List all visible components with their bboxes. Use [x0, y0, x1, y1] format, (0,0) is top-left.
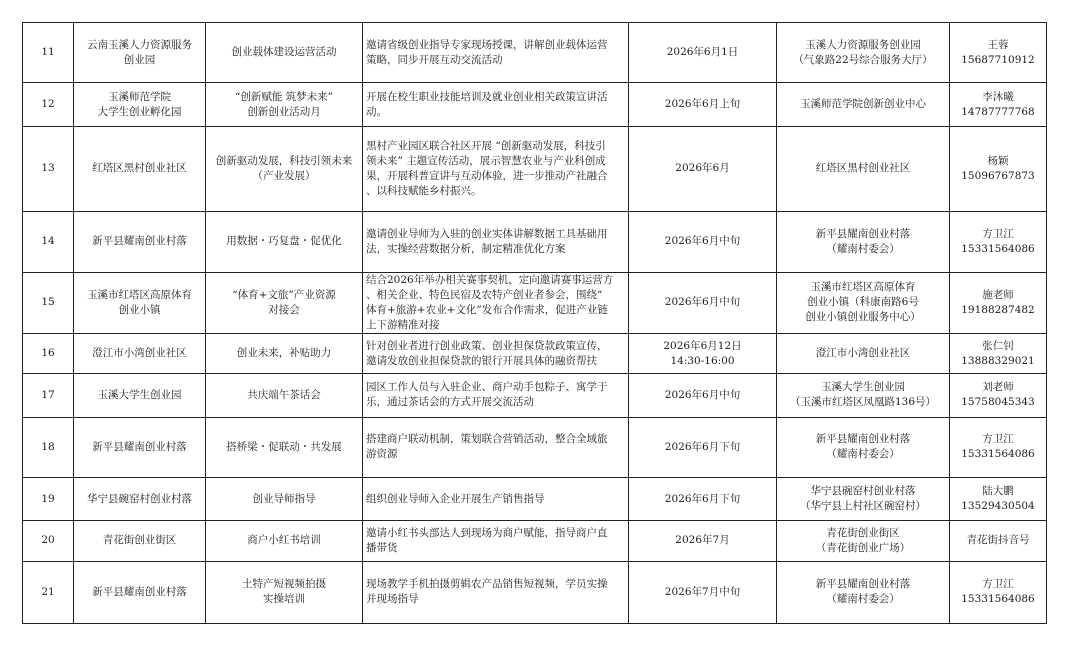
table-row	[23, 83, 1047, 126]
table-row	[23, 212, 1047, 272]
cell-location-line: （华宁县上村社区碗窑村）	[800, 500, 926, 513]
cell-activity-content-line: 播带货	[366, 541, 398, 554]
cell-organization-line: 新平县耀南创业村落	[92, 440, 187, 453]
cell-activity-content	[363, 23, 629, 83]
cell-activity-content-line: 体育+旅游+农业+文化”发布合作需求，促进产业链	[366, 303, 608, 316]
cell-contact	[950, 23, 1047, 83]
cell-contact-line: 方卫江	[982, 578, 1014, 591]
cell-location-line: 创业小镇创业服务中心）	[805, 311, 921, 324]
cell-location-line: 玉溪市红塔区高原体育	[810, 281, 916, 294]
cell-contact-line: 15331564086	[961, 448, 1035, 461]
cell-organization-line: 新平县耀南创业村落	[92, 235, 187, 248]
cell-activity-content-line: 乐，通过茶话会的方式开展交流活动	[366, 396, 534, 409]
table-row	[23, 374, 1047, 417]
cell-activity-name-line: 共庆端午茶话会	[247, 388, 321, 401]
cell-contact-line: 刘老师	[982, 381, 1014, 394]
cell-contact	[950, 212, 1047, 272]
cell-contact-line: 13529430504	[961, 500, 1035, 513]
cell-organization	[74, 561, 206, 623]
cell-contact	[950, 83, 1047, 126]
table-row	[23, 334, 1047, 374]
cell-activity-content-line: 针对创业者进行创业政策、创业担保贷款政策宣传，	[366, 339, 608, 352]
cell-location-line: 创业小镇（科康南路6号	[807, 296, 919, 309]
cell-location	[777, 83, 950, 126]
cell-activity-name-line: 商户小红书培训	[247, 534, 321, 547]
cell-organization-line: 玉溪市红塔区高原体育	[87, 288, 192, 301]
cell-activity-name	[206, 561, 363, 623]
cell-organization	[74, 374, 206, 417]
cell-date	[629, 521, 777, 561]
cell-location-line: （气象路22号综合服务大厅）	[793, 53, 933, 66]
cell-organization-line: 大学生创业孵化园	[97, 105, 182, 118]
cell-number: 13	[23, 126, 74, 212]
cell-location-line: （耀南村委会）	[826, 242, 900, 255]
cell-organization	[74, 212, 206, 272]
cell-organization	[74, 83, 206, 126]
cell-contact	[950, 561, 1047, 623]
cell-contact-line: 15096767873	[961, 169, 1035, 182]
cell-contact	[950, 521, 1047, 561]
cell-location	[777, 272, 950, 333]
cell-activity-content	[363, 126, 629, 212]
cell-contact-line: 青花街抖音号	[966, 534, 1030, 547]
cell-activity-name-line: “体育+文旅”产业资源	[232, 288, 336, 301]
cell-number: 21	[23, 561, 74, 623]
cell-location-line: 澄江市小湾创业社区	[815, 347, 911, 360]
cell-location-line: 玉溪大学生创业园	[821, 381, 905, 394]
cell-activity-name	[206, 521, 363, 561]
cell-contact-line: 李沐曦	[982, 90, 1014, 103]
cell-number: 15	[23, 272, 74, 333]
cell-number: 12	[23, 83, 74, 126]
cell-activity-content-line: 游资源	[366, 448, 398, 461]
cell-location-line: 红塔区黑村创业社区	[815, 162, 911, 175]
cell-number: 17	[23, 374, 74, 417]
cell-organization	[74, 521, 206, 561]
table-row	[23, 521, 1047, 561]
cell-activity-content-line: 、相关企业、特色民宿及农特产创业者参会，围绕“	[366, 288, 603, 301]
cell-activity-content-line: 并现场指导	[366, 593, 419, 606]
cell-activity-content-line: 园区工作人员与入驻企业、商户动手包粽子、寓学于	[366, 381, 608, 394]
cell-date	[629, 417, 777, 477]
cell-contact-line: 15687710912	[961, 53, 1035, 66]
cell-activity-content-line: 邀请创业导师为入驻的创业实体讲解数据工具基础用	[366, 227, 608, 240]
cell-activity-name	[206, 417, 363, 477]
cell-activity-content-line: 邀请发放创业担保贷款的银行开展具体的融资帮扶	[366, 354, 597, 367]
cell-location	[777, 561, 950, 623]
cell-organization	[74, 23, 206, 83]
cell-contact-line: 19188287482	[961, 303, 1035, 316]
cell-location	[777, 334, 950, 374]
cell-activity-name-line: 创业载体建设运营活动	[231, 46, 337, 59]
cell-contact-line: 方卫江	[982, 433, 1014, 446]
cell-organization-line: 玉溪大学生创业园	[97, 388, 182, 401]
cell-location-line: （玉溪市红塔区凤凰路136号）	[789, 396, 937, 409]
cell-location	[777, 126, 950, 212]
cell-date-line: 2026年6月中旬	[664, 296, 741, 309]
cell-activity-content-line: 组织创业导师入企业开展生产销售指导	[366, 492, 545, 505]
cell-contact	[950, 477, 1047, 520]
cell-location	[777, 521, 950, 561]
cell-activity-content-line: 上下游精准对接	[366, 318, 440, 331]
cell-location-line: 新平县耀南创业村落	[815, 227, 911, 240]
cell-activity-content-line: 黑村产业园区联合社区开展 “创新驱动发展，科技引	[366, 139, 606, 152]
cell-date	[629, 272, 777, 333]
cell-activity-name-line: 土特产短视频拍摄	[242, 578, 326, 591]
cell-activity-content	[363, 417, 629, 477]
cell-number: 16	[23, 334, 74, 374]
cell-organization-line: 红塔区黑村创业社区	[92, 162, 187, 175]
cell-contact-line: 15331564086	[961, 593, 1035, 606]
cell-date	[629, 126, 777, 212]
cell-location	[777, 212, 950, 272]
cell-organization-line: 玉溪师范学院	[108, 90, 171, 103]
cell-location-line: 玉溪人力资源服务创业园	[805, 38, 921, 51]
cell-organization	[74, 272, 206, 333]
cell-date	[629, 83, 777, 126]
cell-activity-content-line: 、以科技赋能乡村振兴。	[366, 184, 482, 197]
cell-activity-content	[363, 477, 629, 520]
cell-organization-line: 澄江市小湾创业社区	[92, 347, 187, 360]
cell-activity-name	[206, 334, 363, 374]
cell-date	[629, 23, 777, 83]
cell-location	[777, 417, 950, 477]
cell-date-line: 2026年6月1日	[666, 46, 739, 59]
cell-activity-content-line: 邀请小红书头部达人到现场为商户赋能，指导商户直	[366, 526, 608, 539]
cell-activity-name	[206, 212, 363, 272]
cell-activity-name	[206, 374, 363, 417]
cell-organization-line: 新平县耀南创业村落	[92, 585, 187, 598]
table-body	[23, 23, 1047, 624]
cell-activity-content	[363, 521, 629, 561]
cell-activity-content	[363, 374, 629, 417]
cell-activity-name-line: “创新赋能 筑梦未来”	[234, 90, 334, 103]
cell-number: 19	[23, 477, 74, 520]
cell-location-line: （耀南村委会）	[826, 448, 900, 461]
table-row	[23, 477, 1047, 520]
cell-organization	[74, 477, 206, 520]
cell-activity-content	[363, 561, 629, 623]
table-row	[23, 561, 1047, 623]
cell-contact	[950, 126, 1047, 212]
cell-activity-name-line: 创新驱动发展，科技引领未来	[215, 154, 353, 167]
cell-location-line: 新平县耀南创业村落	[815, 578, 911, 591]
cell-activity-content	[363, 83, 629, 126]
cell-contact	[950, 272, 1047, 333]
cell-organization-line: 云南玉溪人力资源服务	[87, 38, 192, 51]
cell-activity-name-line: 用数据・巧复盘・促优化	[226, 235, 342, 248]
cell-contact	[950, 374, 1047, 417]
cell-activity-content-line: 现场教学手机拍摄剪辑农产品销售短视频，学员实操	[366, 578, 608, 591]
cell-activity-name-line: 创新创业活动月	[247, 105, 321, 118]
table-row	[23, 417, 1047, 477]
cell-date-line: 2026年6月中旬	[664, 388, 741, 401]
cell-activity-content-line: 果，开展科普宣讲与互动体验，进一步推动产社融合	[366, 169, 608, 182]
cell-location-line: （青花街创业广场）	[815, 541, 911, 554]
cell-date-line: 2026年7月	[675, 534, 730, 547]
cell-organization	[74, 417, 206, 477]
cell-contact-line: 14787777768	[961, 105, 1035, 118]
cell-date	[629, 212, 777, 272]
cell-date-line: 2026年6月	[675, 162, 730, 175]
cell-organization-line: 青花街创业街区	[102, 534, 177, 547]
cell-activity-name	[206, 23, 363, 83]
cell-date	[629, 561, 777, 623]
cell-organization-line: 创业小镇	[118, 303, 161, 316]
cell-date	[629, 374, 777, 417]
cell-activity-name-line: 创业未来，补贴助力	[236, 347, 332, 360]
cell-date	[629, 477, 777, 520]
cell-location-line: 华宁县碗窑村创业村落	[810, 485, 916, 498]
cell-date-line: 2026年6月中旬	[664, 235, 741, 248]
cell-date-line: 2026年6月12日	[663, 339, 742, 352]
cell-contact-line: 王蓉	[987, 38, 1009, 51]
table-row	[23, 272, 1047, 333]
cell-contact-line: 施老师	[982, 288, 1014, 301]
cell-activity-content-line: 策略，同步开展互动交流活动	[366, 53, 503, 66]
cell-location	[777, 477, 950, 520]
cell-activity-content-line: 开展在校生职业技能培训及就业创业相关政策宣讲活动。	[366, 90, 608, 118]
cell-date-line: 2026年6月下旬	[664, 492, 741, 505]
cell-date-line: 2026年6月下旬	[664, 440, 741, 453]
cell-activity-name-line: 对接会	[268, 303, 300, 316]
cell-activity-content-line: 结合2026年举办相关赛事契机，定向邀请赛事运营方	[366, 273, 614, 286]
cell-activity-content	[363, 272, 629, 333]
table-row	[23, 23, 1047, 83]
cell-number: 14	[23, 212, 74, 272]
cell-contact-line: 杨颖	[987, 154, 1009, 167]
cell-organization	[74, 126, 206, 212]
cell-contact	[950, 334, 1047, 374]
cell-activity-content	[363, 334, 629, 374]
cell-organization-line: 创业园	[123, 53, 156, 66]
cell-activity-content	[363, 212, 629, 272]
cell-number: 20	[23, 521, 74, 561]
cell-location	[777, 23, 950, 83]
table-row	[23, 126, 1047, 212]
cell-activity-name-line: 搭桥梁・促联动・共发展	[226, 440, 342, 453]
cell-contact-line: 15758045343	[961, 396, 1035, 409]
cell-number: 11	[23, 23, 74, 83]
cell-activity-name	[206, 83, 363, 126]
cell-activity-content-line: 领未来” 主题宣传活动，展示智慧农业与产业科创成	[366, 154, 606, 167]
cell-contact-line: 15331564086	[961, 242, 1035, 255]
cell-date	[629, 334, 777, 374]
cell-date-line: 2026年7月中旬	[664, 585, 741, 598]
cell-contact	[950, 417, 1047, 477]
cell-activity-content-line: 搭建商户联动机制，策划联合营销活动，整合全域旅	[366, 433, 608, 446]
cell-location	[777, 374, 950, 417]
cell-number: 18	[23, 417, 74, 477]
cell-location-line: 玉溪师范学院创新创业中心	[800, 98, 926, 111]
cell-organization	[74, 334, 206, 374]
cell-activity-name	[206, 272, 363, 333]
cell-date-line: 14:30-16:00	[670, 354, 735, 367]
cell-organization-line: 华宁县碗窑村创业村落	[87, 492, 192, 505]
cell-activity-name	[206, 126, 363, 212]
cell-date-line: 2026年6月上旬	[664, 98, 741, 111]
cell-location-line: 新平县耀南创业村落	[815, 433, 911, 446]
cell-activity-name-line: 实操培训	[263, 593, 305, 606]
cell-contact-line: 张仁钊	[982, 339, 1014, 352]
cell-activity-name	[206, 477, 363, 520]
cell-activity-content-line: 法，实操经营数据分析，制定精准优化方案	[366, 242, 566, 255]
cell-contact-line: 方卫江	[982, 227, 1014, 240]
activity-schedule-table	[22, 22, 1047, 624]
cell-activity-name-line: （产业发展）	[252, 169, 316, 182]
cell-activity-name-line: 创业导师指导	[252, 492, 316, 505]
cell-location-line: 青花街创业街区	[826, 526, 900, 539]
cell-contact-line: 13888329021	[961, 354, 1035, 367]
cell-activity-content-line: 邀请省级创业指导专家现场授课，讲解创业载体运营	[366, 38, 608, 51]
cell-location-line: （耀南村委会）	[826, 593, 900, 606]
cell-contact-line: 陆大鹏	[982, 485, 1014, 498]
